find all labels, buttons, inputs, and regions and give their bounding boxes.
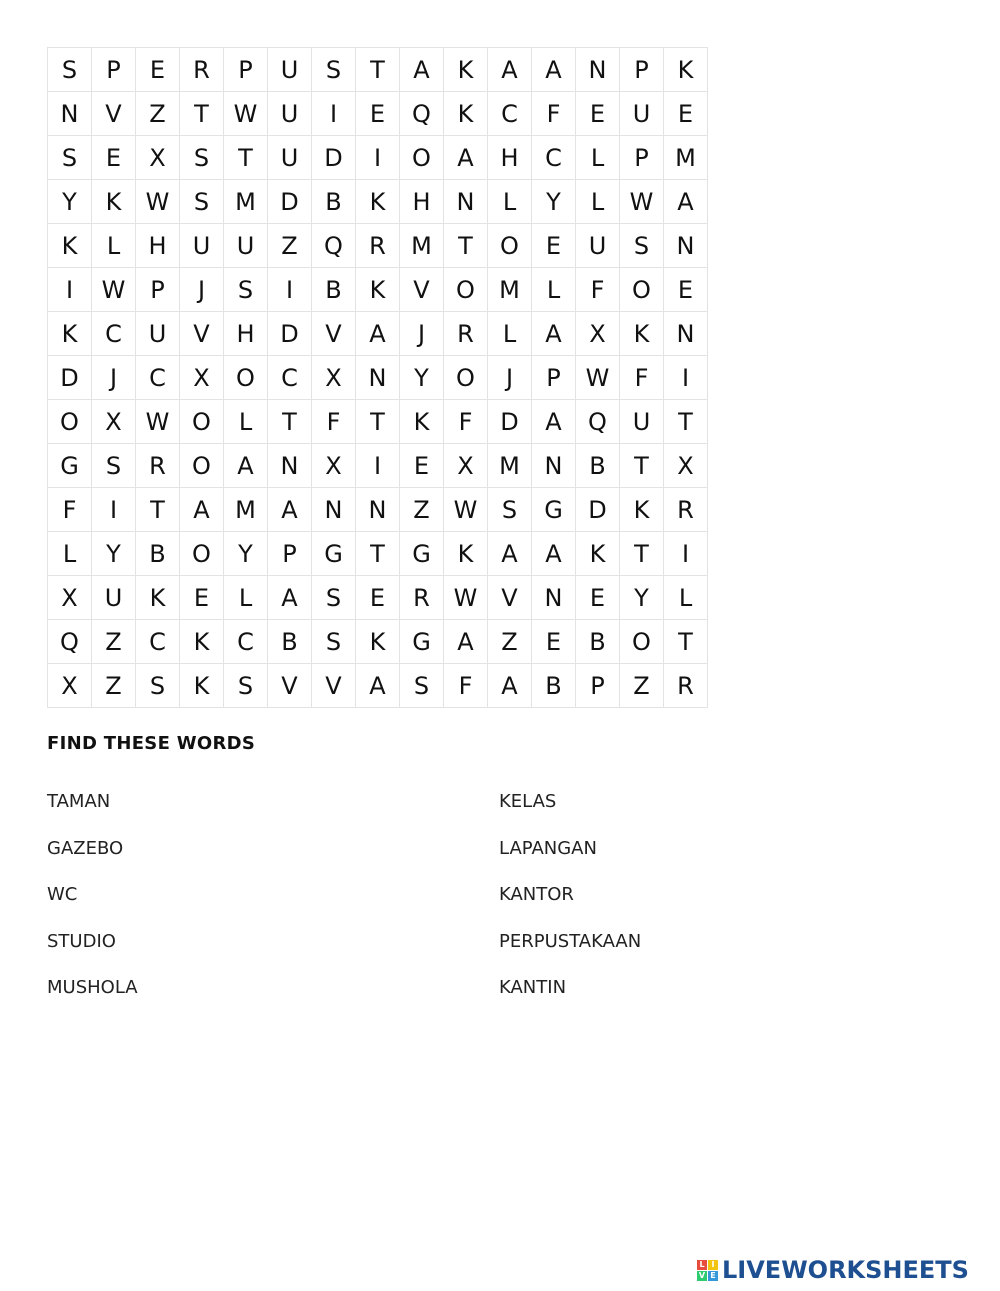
grid-cell[interactable]: A	[444, 620, 488, 664]
grid-cell[interactable]: K	[444, 92, 488, 136]
grid-cell[interactable]: E	[532, 224, 576, 268]
grid-cell[interactable]: I	[356, 136, 400, 180]
grid-cell[interactable]: H	[400, 180, 444, 224]
grid-cell[interactable]: K	[444, 532, 488, 576]
grid-cell[interactable]: I	[356, 444, 400, 488]
grid-cell[interactable]: F	[576, 268, 620, 312]
grid-cell[interactable]: A	[488, 48, 532, 92]
grid-cell[interactable]: F	[312, 400, 356, 444]
grid-cell[interactable]: E	[400, 444, 444, 488]
grid-cell[interactable]: O	[180, 444, 224, 488]
grid-cell[interactable]: A	[356, 664, 400, 708]
grid-cell[interactable]: U	[620, 400, 664, 444]
grid-cell[interactable]: Z	[136, 92, 180, 136]
grid-cell[interactable]: W	[620, 180, 664, 224]
logo-square: V	[698, 1271, 706, 1280]
grid-cell[interactable]: D	[576, 488, 620, 532]
grid-cell[interactable]: Y	[620, 576, 664, 620]
grid-cell[interactable]: H	[224, 312, 268, 356]
grid-cell[interactable]: P	[224, 48, 268, 92]
grid-cell[interactable]: S	[92, 444, 136, 488]
grid-cell[interactable]: A	[268, 488, 312, 532]
grid-cell[interactable]: T	[620, 444, 664, 488]
grid-cell[interactable]: C	[92, 312, 136, 356]
grid-cell[interactable]: O	[444, 356, 488, 400]
grid-cell[interactable]: L	[48, 532, 92, 576]
grid-cell[interactable]: G	[400, 532, 444, 576]
grid-cell[interactable]: B	[576, 444, 620, 488]
grid-cell[interactable]: R	[400, 576, 444, 620]
word-list-item: KANTIN	[499, 977, 567, 998]
grid-cell[interactable]: T	[356, 400, 400, 444]
grid-cell[interactable]: R	[664, 488, 708, 532]
word-list-item: STUDIO	[47, 930, 116, 952]
liveworksheets-logo	[697, 1254, 969, 1286]
grid-cell[interactable]: O	[224, 356, 268, 400]
grid-cell[interactable]: P	[532, 356, 576, 400]
grid-cell[interactable]: N	[664, 224, 708, 268]
grid-cell[interactable]: K	[92, 180, 136, 224]
grid-cell[interactable]: Y	[92, 532, 136, 576]
grid-cell[interactable]: Z	[92, 664, 136, 708]
grid-cell[interactable]: P	[620, 48, 664, 92]
grid-cell[interactable]: I	[48, 268, 92, 312]
grid-cell[interactable]: L	[576, 136, 620, 180]
grid-cell[interactable]: U	[268, 48, 312, 92]
logo-square: I	[708, 1260, 718, 1270]
grid-cell[interactable]: E	[356, 92, 400, 136]
live-logo-icon	[697, 1260, 718, 1281]
grid-cell[interactable]: N	[532, 444, 576, 488]
grid-cell[interactable]: Q	[400, 92, 444, 136]
grid-cell[interactable]: A	[400, 48, 444, 92]
grid-cell[interactable]: U	[268, 136, 312, 180]
grid-cell[interactable]: O	[620, 620, 664, 664]
grid-cell[interactable]: S	[400, 664, 444, 708]
grid-cell[interactable]: K	[136, 576, 180, 620]
grid-cell[interactable]: Z	[620, 664, 664, 708]
grid-cell[interactable]: A	[532, 48, 576, 92]
grid-cell[interactable]: K	[620, 312, 664, 356]
grid-cell[interactable]: P	[92, 48, 136, 92]
grid-cell[interactable]: J	[488, 356, 532, 400]
grid-cell[interactable]: B	[532, 664, 576, 708]
grid-cell[interactable]: N	[312, 488, 356, 532]
grid-cell[interactable]: Z	[92, 620, 136, 664]
grid-cell[interactable]: X	[136, 136, 180, 180]
grid-cell[interactable]: U	[576, 224, 620, 268]
grid-cell[interactable]: N	[532, 576, 576, 620]
grid-cell[interactable]: L	[576, 180, 620, 224]
grid-cell[interactable]: X	[444, 444, 488, 488]
word-list-item: TAMAN	[47, 791, 111, 812]
grid-cell[interactable]: E	[664, 92, 708, 136]
grid-cell[interactable]: E	[532, 620, 576, 664]
grid-cell[interactable]: G	[400, 620, 444, 664]
grid-cell[interactable]: X	[312, 356, 356, 400]
grid-cell[interactable]: Z	[488, 620, 532, 664]
grid-cell[interactable]: X	[48, 576, 92, 620]
grid-cell[interactable]: X	[312, 444, 356, 488]
grid-cell[interactable]: R	[664, 664, 708, 708]
grid-cell[interactable]: E	[576, 576, 620, 620]
grid-cell[interactable]: Y	[224, 532, 268, 576]
grid-cell[interactable]: K	[356, 268, 400, 312]
grid-cell[interactable]: C	[488, 92, 532, 136]
grid-cell[interactable]: J	[92, 356, 136, 400]
grid-cell[interactable]: S	[312, 48, 356, 92]
grid-cell[interactable]: L	[92, 224, 136, 268]
grid-cell[interactable]: N	[268, 444, 312, 488]
grid-cell[interactable]: G	[532, 488, 576, 532]
grid-cell[interactable]: O	[180, 532, 224, 576]
grid-cell[interactable]: A	[532, 532, 576, 576]
grid-cell[interactable]: T	[664, 400, 708, 444]
grid-cell[interactable]: K	[48, 224, 92, 268]
grid-cell[interactable]: I	[92, 488, 136, 532]
grid-cell[interactable]: A	[356, 312, 400, 356]
grid-cell[interactable]: R	[444, 312, 488, 356]
grid-cell[interactable]: M	[488, 268, 532, 312]
grid-cell[interactable]: X	[48, 664, 92, 708]
grid-cell[interactable]: Q	[48, 620, 92, 664]
grid-cell[interactable]: L	[532, 268, 576, 312]
grid-cell[interactable]: A	[488, 664, 532, 708]
grid-cell[interactable]: I	[268, 268, 312, 312]
grid-cell[interactable]: P	[268, 532, 312, 576]
grid-cell[interactable]: N	[356, 488, 400, 532]
logo-square: E	[708, 1271, 718, 1281]
grid-cell[interactable]: J	[180, 268, 224, 312]
grid-cell[interactable]: M	[664, 136, 708, 180]
grid-cell[interactable]: B	[312, 268, 356, 312]
word-search-grid	[47, 47, 708, 708]
grid-cell[interactable]: W	[444, 576, 488, 620]
grid-cell[interactable]: O	[444, 268, 488, 312]
grid-cell[interactable]: U	[268, 92, 312, 136]
grid-cell[interactable]: S	[312, 620, 356, 664]
grid-cell[interactable]: I	[664, 532, 708, 576]
grid-cell[interactable]: R	[180, 48, 224, 92]
grid-cell[interactable]: T	[356, 48, 400, 92]
grid-cell[interactable]: H	[136, 224, 180, 268]
grid-cell[interactable]: V	[180, 312, 224, 356]
grid-cell[interactable]: V	[268, 664, 312, 708]
grid-cell[interactable]: S	[488, 488, 532, 532]
grid-cell[interactable]: A	[224, 444, 268, 488]
grid-cell[interactable]: B	[268, 620, 312, 664]
grid-cell[interactable]: S	[620, 224, 664, 268]
grid-cell[interactable]: T	[444, 224, 488, 268]
grid-cell[interactable]: D	[268, 312, 312, 356]
word-list-item: KELAS	[499, 791, 557, 812]
grid-cell[interactable]: F	[48, 488, 92, 532]
grid-cell[interactable]: V	[312, 312, 356, 356]
word-list-item: MUSHOLA	[47, 977, 138, 998]
grid-cell[interactable]: E	[576, 92, 620, 136]
grid-cell[interactable]: S	[224, 664, 268, 708]
word-list-item: WC	[47, 884, 78, 905]
grid-cell[interactable]: L	[224, 576, 268, 620]
word-list-right	[499, 790, 641, 1023]
grid-cell[interactable]: V	[400, 268, 444, 312]
grid-cell[interactable]: Z	[268, 224, 312, 268]
grid-cell[interactable]: K	[400, 400, 444, 444]
grid-cell[interactable]: S	[136, 664, 180, 708]
grid-cell[interactable]: S	[180, 180, 224, 224]
brand-name: LIVEWORKSHEETS	[722, 1256, 969, 1284]
grid-cell[interactable]: V	[488, 576, 532, 620]
grid-cell[interactable]: K	[48, 312, 92, 356]
grid-cell[interactable]: K	[356, 620, 400, 664]
grid-cell[interactable]: S	[48, 136, 92, 180]
grid-cell[interactable]: T	[268, 400, 312, 444]
grid-cell[interactable]: C	[136, 356, 180, 400]
grid-cell[interactable]: Q	[312, 224, 356, 268]
grid-cell[interactable]: C	[136, 620, 180, 664]
logo-square: L	[697, 1260, 707, 1270]
grid-cell[interactable]: U	[180, 224, 224, 268]
grid-cell[interactable]: P	[620, 136, 664, 180]
grid-cell[interactable]: I	[312, 92, 356, 136]
grid-cell[interactable]: Y	[48, 180, 92, 224]
grid-cell[interactable]: K	[444, 48, 488, 92]
grid-cell[interactable]: V	[312, 664, 356, 708]
grid-cell[interactable]: A	[532, 312, 576, 356]
grid-cell[interactable]: A	[268, 576, 312, 620]
grid-cell[interactable]: L	[488, 180, 532, 224]
grid-cell[interactable]: C	[532, 136, 576, 180]
grid-cell[interactable]: S	[180, 136, 224, 180]
grid-cell[interactable]: B	[312, 180, 356, 224]
grid-cell[interactable]: E	[356, 576, 400, 620]
grid-cell[interactable]: N	[444, 180, 488, 224]
grid-cell[interactable]: D	[488, 400, 532, 444]
grid-cell[interactable]: W	[444, 488, 488, 532]
grid-cell[interactable]: F	[444, 400, 488, 444]
grid-cell[interactable]: M	[224, 488, 268, 532]
grid-cell[interactable]: U	[224, 224, 268, 268]
grid-cell[interactable]: B	[136, 532, 180, 576]
grid-cell[interactable]: K	[180, 664, 224, 708]
grid-cell[interactable]: K	[180, 620, 224, 664]
grid-cell[interactable]: M	[488, 444, 532, 488]
grid-cell[interactable]: T	[664, 620, 708, 664]
grid-cell[interactable]: S	[48, 48, 92, 92]
grid-cell[interactable]: E	[180, 576, 224, 620]
word-list-item: LAPANGAN	[499, 837, 597, 859]
grid-cell[interactable]: E	[92, 136, 136, 180]
grid-cell[interactable]: F	[444, 664, 488, 708]
grid-cell[interactable]: D	[312, 136, 356, 180]
grid-cell[interactable]: M	[400, 224, 444, 268]
grid-cell[interactable]: K	[620, 488, 664, 532]
grid-cell[interactable]: P	[576, 664, 620, 708]
grid-cell[interactable]: N	[576, 48, 620, 92]
grid-cell[interactable]: L	[224, 400, 268, 444]
grid-cell[interactable]: L	[488, 312, 532, 356]
grid-cell[interactable]: F	[532, 92, 576, 136]
grid-cell[interactable]: U	[92, 576, 136, 620]
grid-cell[interactable]: X	[664, 444, 708, 488]
grid-cell[interactable]: O	[48, 400, 92, 444]
grid-cell[interactable]: D	[268, 180, 312, 224]
grid-cell[interactable]: F	[620, 356, 664, 400]
grid-cell[interactable]: N	[48, 92, 92, 136]
grid-cell[interactable]: N	[356, 356, 400, 400]
grid-cell[interactable]: D	[48, 356, 92, 400]
grid-cell[interactable]: O	[400, 136, 444, 180]
grid-cell[interactable]: U	[136, 312, 180, 356]
find-words-heading: FIND THESE WORDS	[47, 733, 256, 754]
grid-cell[interactable]: T	[620, 532, 664, 576]
grid-cell[interactable]: C	[268, 356, 312, 400]
grid-cell[interactable]: R	[356, 224, 400, 268]
grid-cell[interactable]: S	[224, 268, 268, 312]
grid-cell[interactable]: T	[356, 532, 400, 576]
grid-cell[interactable]: C	[224, 620, 268, 664]
grid-cell[interactable]: E	[664, 268, 708, 312]
grid-cell[interactable]: E	[136, 48, 180, 92]
grid-cell[interactable]: W	[92, 268, 136, 312]
word-list-left	[47, 790, 138, 1023]
word-list-item: GAZEBO	[47, 837, 124, 859]
grid-cell[interactable]: K	[356, 180, 400, 224]
grid-cell[interactable]: Y	[400, 356, 444, 400]
grid-cell[interactable]: B	[576, 620, 620, 664]
grid-cell[interactable]: L	[664, 576, 708, 620]
grid-cell[interactable]: P	[136, 268, 180, 312]
grid-cell[interactable]: W	[576, 356, 620, 400]
grid-cell[interactable]: W	[136, 180, 180, 224]
grid-cell[interactable]: Y	[532, 180, 576, 224]
grid-cell[interactable]: X	[576, 312, 620, 356]
grid-cell[interactable]: T	[136, 488, 180, 532]
grid-cell[interactable]: T	[180, 92, 224, 136]
grid-cell[interactable]: I	[664, 356, 708, 400]
grid-cell[interactable]: R	[136, 444, 180, 488]
grid-cell[interactable]: O	[620, 268, 664, 312]
grid-cell[interactable]: W	[136, 400, 180, 444]
grid-cell[interactable]: A	[532, 400, 576, 444]
grid-cell[interactable]: W	[224, 92, 268, 136]
grid-cell[interactable]: Q	[576, 400, 620, 444]
word-list-item: PERPUSTAKAAN	[499, 930, 642, 952]
grid-cell[interactable]: J	[400, 312, 444, 356]
grid-cell[interactable]: A	[180, 488, 224, 532]
grid-cell[interactable]: U	[620, 92, 664, 136]
grid-cell[interactable]: T	[224, 136, 268, 180]
grid-cell[interactable]: Z	[400, 488, 444, 532]
grid-cell[interactable]: O	[488, 224, 532, 268]
grid-cell[interactable]: M	[224, 180, 268, 224]
grid-cell[interactable]: A	[488, 532, 532, 576]
grid-cell[interactable]: X	[180, 356, 224, 400]
grid-cell[interactable]: A	[664, 180, 708, 224]
grid-cell[interactable]: G	[48, 444, 92, 488]
grid-cell[interactable]: O	[180, 400, 224, 444]
grid-cell[interactable]: N	[664, 312, 708, 356]
grid-cell[interactable]: A	[444, 136, 488, 180]
grid-cell[interactable]: H	[488, 136, 532, 180]
word-list-item: KANTOR	[499, 884, 574, 905]
grid-cell[interactable]: S	[312, 576, 356, 620]
grid-cell[interactable]: V	[92, 92, 136, 136]
grid-cell[interactable]: K	[664, 48, 708, 92]
grid-cell[interactable]: K	[576, 532, 620, 576]
grid-cell[interactable]: X	[92, 400, 136, 444]
grid-cell[interactable]: G	[312, 532, 356, 576]
